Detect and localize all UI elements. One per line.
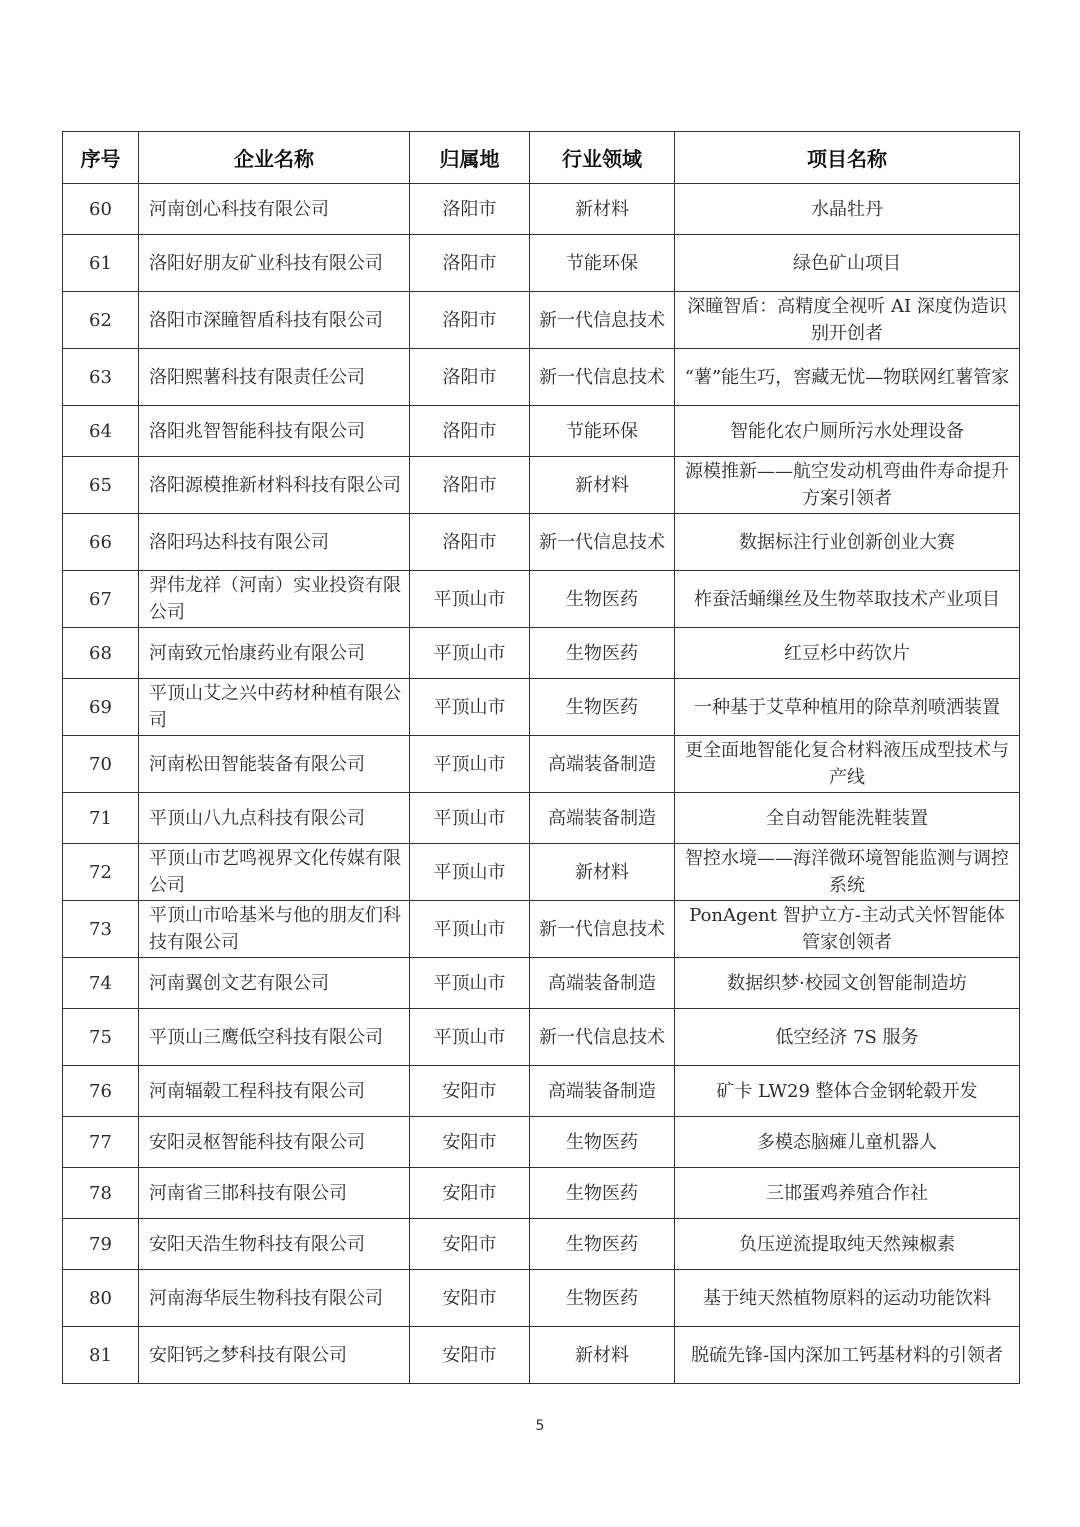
cell-project-name: 三邯蛋鸡养殖合作社: [675, 1168, 1020, 1219]
cell-industry: 新一代信息技术: [530, 514, 675, 571]
cell-serial-number: 75: [63, 1009, 139, 1066]
cell-company-name: 洛阳熙薯科技有限责任公司: [139, 349, 410, 406]
cell-company-name: 平顶山市艺鸣视界文化传媒有限公司: [139, 844, 410, 901]
cell-location: 平顶山市: [410, 628, 530, 679]
cell-industry: 高端装备制造: [530, 736, 675, 793]
table-row: [63, 1270, 1020, 1327]
cell-company-name: 安阳天浩生物科技有限公司: [139, 1219, 410, 1270]
cell-company-name: 河南辐毂工程科技有限公司: [139, 1066, 410, 1117]
cell-project-name: 智能化农户厕所污水处理设备: [675, 406, 1020, 457]
table-body: [63, 184, 1020, 1384]
enterprise-project-table: [62, 131, 1020, 1384]
cell-serial-number: 71: [63, 793, 139, 844]
cell-project-name: 深瞳智盾：高精度全视听 AI 深度伪造识别开创者: [675, 292, 1020, 349]
cell-project-name: 低空经济 7S 服务: [675, 1009, 1020, 1066]
table-row: [63, 571, 1020, 628]
cell-location: 平顶山市: [410, 736, 530, 793]
cell-location: 平顶山市: [410, 571, 530, 628]
table-row: [63, 1117, 1020, 1168]
cell-company-name: 洛阳源模推新材料科技有限公司: [139, 457, 410, 514]
table-row: [63, 901, 1020, 958]
cell-serial-number: 70: [63, 736, 139, 793]
cell-project-name: 柞蚕活蛹缫丝及生物萃取技术产业项目: [675, 571, 1020, 628]
cell-location: 平顶山市: [410, 844, 530, 901]
table-row: [63, 628, 1020, 679]
cell-company-name: 河南海华辰生物科技有限公司: [139, 1270, 410, 1327]
cell-project-name: 智控水境——海洋微环境智能监测与调控系统: [675, 844, 1020, 901]
cell-project-name: 基于纯天然植物原料的运动功能饮料: [675, 1270, 1020, 1327]
cell-company-name: 洛阳玛达科技有限公司: [139, 514, 410, 571]
cell-project-name: 矿卡 LW29 整体合金钢轮毂开发: [675, 1066, 1020, 1117]
table-row: [63, 958, 1020, 1009]
cell-company-name: 洛阳市深瞳智盾科技有限公司: [139, 292, 410, 349]
cell-location: 洛阳市: [410, 514, 530, 571]
cell-location: 洛阳市: [410, 406, 530, 457]
cell-project-name: 脱硫先锋-国内深加工钙基材料的引领者: [675, 1327, 1020, 1384]
cell-industry: 新材料: [530, 184, 675, 235]
table-row: [63, 1066, 1020, 1117]
cell-location: 平顶山市: [410, 1009, 530, 1066]
cell-industry: 生物医药: [530, 1219, 675, 1270]
cell-serial-number: 72: [63, 844, 139, 901]
cell-industry: 高端装备制造: [530, 793, 675, 844]
cell-company-name: 河南翼创文艺有限公司: [139, 958, 410, 1009]
table-row: [63, 679, 1020, 736]
header-location: 归属地: [410, 132, 530, 184]
cell-company-name: 洛阳好朋友矿业科技有限公司: [139, 235, 410, 292]
cell-serial-number: 60: [63, 184, 139, 235]
cell-industry: 新一代信息技术: [530, 349, 675, 406]
cell-project-name: 数据标注行业创新创业大赛: [675, 514, 1020, 571]
table-row: [63, 1219, 1020, 1270]
cell-company-name: 洛阳兆智智能科技有限公司: [139, 406, 410, 457]
cell-serial-number: 81: [63, 1327, 139, 1384]
cell-serial-number: 67: [63, 571, 139, 628]
table-row: [63, 793, 1020, 844]
cell-project-name: 多模态脑瘫儿童机器人: [675, 1117, 1020, 1168]
cell-industry: 节能环保: [530, 235, 675, 292]
cell-industry: 生物医药: [530, 1117, 675, 1168]
cell-project-name: PonAgent 智护立方-主动式关怀智能体管家创领者: [675, 901, 1020, 958]
cell-serial-number: 63: [63, 349, 139, 406]
cell-industry: 生物医药: [530, 571, 675, 628]
cell-location: 洛阳市: [410, 349, 530, 406]
cell-location: 平顶山市: [410, 679, 530, 736]
cell-project-name: 源模推新——航空发动机弯曲件寿命提升方案引领者: [675, 457, 1020, 514]
header-industry: 行业领域: [530, 132, 675, 184]
cell-location: 安阳市: [410, 1168, 530, 1219]
table-row: [63, 1327, 1020, 1384]
cell-location: 洛阳市: [410, 292, 530, 349]
cell-company-name: 平顶山艾之兴中药材种植有限公司: [139, 679, 410, 736]
table-row: [63, 457, 1020, 514]
cell-company-name: 羿伟龙祥（河南）实业投资有限公司: [139, 571, 410, 628]
cell-project-name: 全自动智能洗鞋装置: [675, 793, 1020, 844]
cell-project-name: 一种基于艾草种植用的除草剂喷洒装置: [675, 679, 1020, 736]
cell-location: 洛阳市: [410, 235, 530, 292]
table-row: [63, 1009, 1020, 1066]
cell-location: 安阳市: [410, 1066, 530, 1117]
cell-company-name: 河南松田智能装备有限公司: [139, 736, 410, 793]
cell-industry: 新一代信息技术: [530, 292, 675, 349]
cell-project-name: 负压逆流提取纯天然辣椒素: [675, 1219, 1020, 1270]
cell-company-name: 河南致元怡康药业有限公司: [139, 628, 410, 679]
cell-project-name: 红豆杉中药饮片: [675, 628, 1020, 679]
header-project-name: 项目名称: [675, 132, 1020, 184]
cell-industry: 生物医药: [530, 679, 675, 736]
cell-location: 洛阳市: [410, 184, 530, 235]
cell-project-name: 更全面地智能化复合材料液压成型技术与产线: [675, 736, 1020, 793]
cell-serial-number: 69: [63, 679, 139, 736]
cell-industry: 生物医药: [530, 1168, 675, 1219]
cell-serial-number: 74: [63, 958, 139, 1009]
cell-industry: 生物医药: [530, 628, 675, 679]
cell-industry: 新一代信息技术: [530, 1009, 675, 1066]
cell-serial-number: 73: [63, 901, 139, 958]
cell-industry: 高端装备制造: [530, 1066, 675, 1117]
cell-serial-number: 65: [63, 457, 139, 514]
cell-location: 平顶山市: [410, 958, 530, 1009]
cell-industry: 新材料: [530, 844, 675, 901]
cell-industry: 新材料: [530, 1327, 675, 1384]
cell-company-name: 河南省三邯科技有限公司: [139, 1168, 410, 1219]
cell-serial-number: 61: [63, 235, 139, 292]
cell-serial-number: 62: [63, 292, 139, 349]
cell-company-name: 安阳钙之梦科技有限公司: [139, 1327, 410, 1384]
table-row: [63, 844, 1020, 901]
cell-location: 安阳市: [410, 1219, 530, 1270]
header-company-name: 企业名称: [139, 132, 410, 184]
cell-industry: 新材料: [530, 457, 675, 514]
table-row: [63, 349, 1020, 406]
header-serial-number: 序号: [63, 132, 139, 184]
table-row: [63, 235, 1020, 292]
table-row: [63, 406, 1020, 457]
cell-project-name: 水晶牡丹: [675, 184, 1020, 235]
cell-location: 平顶山市: [410, 901, 530, 958]
cell-serial-number: 66: [63, 514, 139, 571]
table-row: [63, 514, 1020, 571]
cell-industry: 生物医药: [530, 1270, 675, 1327]
cell-project-name: 绿色矿山项目: [675, 235, 1020, 292]
table-row: [63, 1168, 1020, 1219]
cell-serial-number: 76: [63, 1066, 139, 1117]
cell-company-name: 平顶山八九点科技有限公司: [139, 793, 410, 844]
cell-company-name: 平顶山三鹰低空科技有限公司: [139, 1009, 410, 1066]
page-number: 5: [535, 1418, 545, 1434]
cell-location: 安阳市: [410, 1270, 530, 1327]
cell-location: 平顶山市: [410, 793, 530, 844]
cell-industry: 高端装备制造: [530, 958, 675, 1009]
table-row: [63, 184, 1020, 235]
cell-company-name: 安阳灵枢智能科技有限公司: [139, 1117, 410, 1168]
cell-location: 安阳市: [410, 1327, 530, 1384]
cell-location: 洛阳市: [410, 457, 530, 514]
cell-serial-number: 68: [63, 628, 139, 679]
cell-serial-number: 77: [63, 1117, 139, 1168]
table-row: [63, 736, 1020, 793]
cell-serial-number: 64: [63, 406, 139, 457]
table-header-row: [63, 132, 1020, 184]
cell-location: 安阳市: [410, 1117, 530, 1168]
table-row: [63, 292, 1020, 349]
cell-project-name: 数据织梦·校园文创智能制造坊: [675, 958, 1020, 1009]
cell-industry: 新一代信息技术: [530, 901, 675, 958]
cell-company-name: 河南创心科技有限公司: [139, 184, 410, 235]
cell-serial-number: 80: [63, 1270, 139, 1327]
cell-company-name: 平顶山市哈基米与他的朋友们科技有限公司: [139, 901, 410, 958]
cell-serial-number: 78: [63, 1168, 139, 1219]
cell-project-name: “薯”能生巧，窖藏无忧—物联网红薯管家: [675, 349, 1020, 406]
cell-serial-number: 79: [63, 1219, 139, 1270]
cell-industry: 节能环保: [530, 406, 675, 457]
